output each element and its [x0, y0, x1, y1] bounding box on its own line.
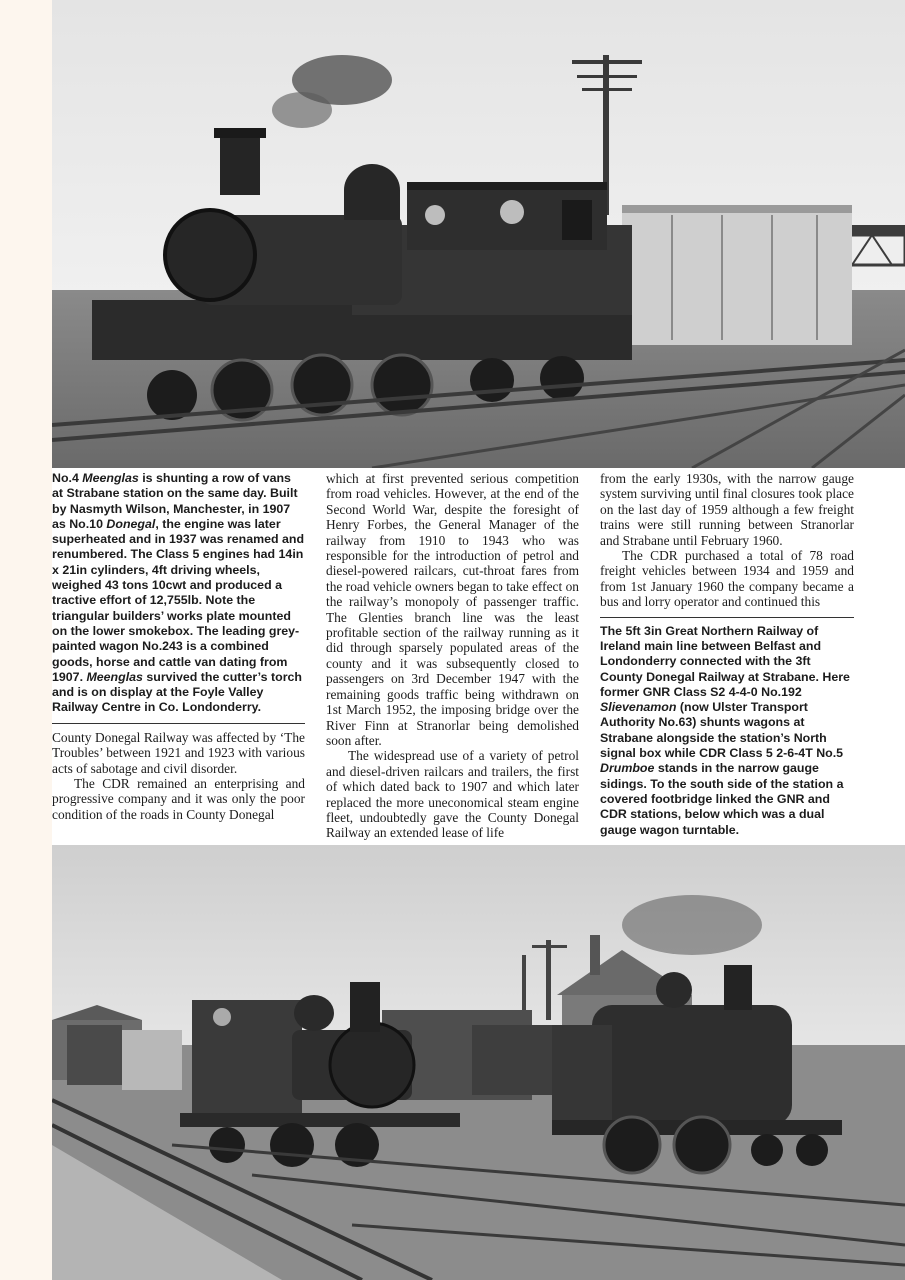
top-photo	[52, 0, 905, 468]
loco-name: Donegal	[106, 516, 156, 531]
body-paragraph: County Donegal Railway was affected by ‘The Troubles’ between 1921 and 1923 with various acts of sabotage and civil disorder.	[52, 729, 305, 776]
bottom-photo	[52, 845, 905, 1280]
bottom-photo-drawing	[52, 845, 905, 1280]
body-paragraph: The CDR remained an enterprising and progressive company and it was only the poor condition of the roads in County Donegal	[52, 775, 305, 822]
caption-text: survived the cutter’s torch and is on display at the Foyle Valley Railway Centre in Co. Londonderry.	[52, 669, 302, 715]
caption-text: No.4	[52, 471, 83, 485]
body-paragraph: which at first prevented serious competition from road vehicles. However, at the end of the Second World War, despite the foresight of Henry Forbes, the General Manager of the railway from 1910 to 1943 who was responsible for the introduction of petrol and diesel-powered railcars, cut-throat fares from the road vehicle owners began to take effect on the railway’s monopoly of passenger traffic. The Glenties branch line was the least profitable section of the railway running as it did through sparsely populated areas of the county and it was subsequently closed to passengers on 3rd December 1947 with the remaining goods traffic being withdrawn on 1st March 1952, the imposing bridge over the River Finn at Stranorlar being demolished soon after.	[326, 471, 579, 748]
loco-name: Meenglas	[82, 471, 139, 485]
top-photo-caption	[52, 471, 305, 716]
column-1	[52, 471, 305, 822]
caption-text: is shunting a row of vans at Strabane station on the same day. Built by Nasmyth Wilson, Manchester, in 1907 as No.10	[52, 471, 298, 531]
caption-text: , the engine was later superheated and in 1937 was renamed and renumbered. The Class 5 engines had 14in x 21in cylinders, 4ft driving wheels, weighed 43 tons 10cwt and produced a tractive effort of 12,755lb. Note the triangular builders’ works plate mounted on the lower smokebox. The leading grey-painted wagon No.243 is a combined goods, horse and cattle van dating from 1907.	[52, 516, 305, 684]
body-paragraph: The widespread use of a variety of petrol and diesel-driven railcars and trailers, the first of which dated back to 1907 and which later replaced the more uneconomical steam engine fleet, undoubtedly gave the County Donegal Railway an extended lease of life	[326, 748, 579, 841]
body-paragraph: The CDR purchased a total of 78 road freight vehicles between 1934 and 1959 and from 1st January 1960 the company became a bus and lorry operator and continued this	[600, 548, 854, 610]
loco-name: Drumboe	[600, 761, 655, 776]
caption-text: stands in the narrow gauge sidings. To the south side of the station a covered footbridge linked the GNR and CDR stations, below which was a dual gauge wagon turntable.	[600, 761, 844, 837]
caption-divider	[600, 617, 854, 618]
caption-text: (now Ulster Transport Authority No.63) shunts wagons at Strabane alongside the station’s North signal box while CDR Class 5 2-6-4T No.5	[600, 700, 844, 761]
top-photo-drawing	[52, 0, 905, 468]
column-2	[326, 471, 579, 841]
caption-divider	[52, 723, 305, 724]
bottom-photo-caption	[600, 624, 854, 838]
loco-name: Meenglas	[86, 669, 143, 684]
caption-text: The 5ft 3in Great Northern Railway of Ireland main line between Belfast and Londonderry connected with the 3ft County Donegal Railway at Strabane. Here former GNR Class S2 4-4-0 No.192	[600, 623, 850, 699]
loco-name: Slievenamon	[600, 700, 677, 715]
column-3	[600, 471, 854, 838]
body-paragraph: from the early 1930s, with the narrow gauge system surviving until final closures took place on the last day of 1959 although a few freight trains were still running between Stranorlar and Strabane until February 1960.	[600, 471, 854, 548]
